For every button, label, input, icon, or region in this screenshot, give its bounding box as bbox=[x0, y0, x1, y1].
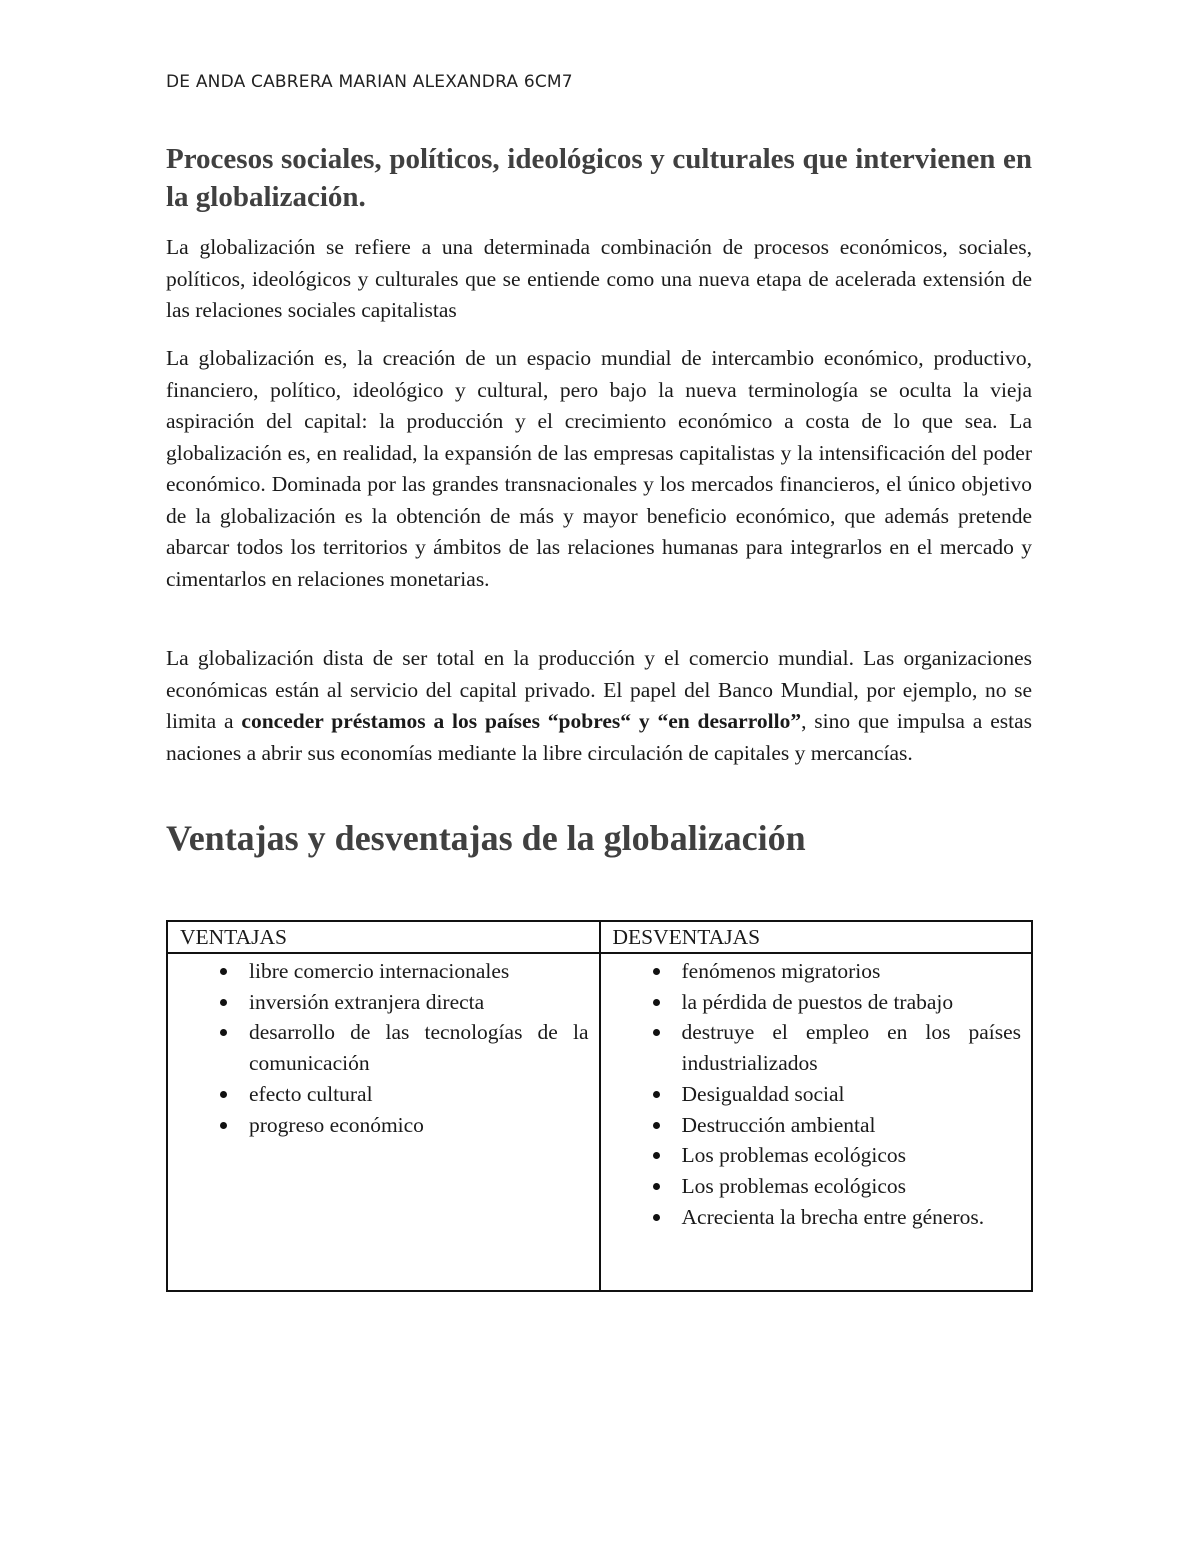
paragraph-text-start: La globalización dista de ser total en la producción y el comercio mundial. Las organizaciones económicas están al servicio del capital privado. El papel del Banco Mundial, por ejemplo, no se limita a bbox=[166, 646, 1032, 733]
desventajas-list bbox=[611, 956, 1022, 1232]
header-desventajas: DESVENTAJAS bbox=[600, 921, 1033, 953]
ventajas-list bbox=[178, 956, 589, 1140]
paragraph-text-end: , sino que impulsa a estas naciones a abrir sus economías mediante la libre circulación de capitales y mercancías. bbox=[166, 709, 1032, 765]
list-item: destruye el empleo en los países industrializados bbox=[645, 1017, 1022, 1078]
list-item: efecto cultural bbox=[212, 1079, 589, 1110]
section-title: Ventajas y desventajas de la globalización bbox=[166, 818, 806, 858]
list-item: Los problemas ecológicos bbox=[645, 1140, 1022, 1171]
list-item: Acrecienta la brecha entre géneros. bbox=[645, 1202, 1022, 1233]
paragraph-bold-phrase: conceder préstamos a los países “pobres“ y “en desarrollo” bbox=[241, 709, 802, 733]
page-title: Procesos sociales, políticos, ideológicos y culturales que intervienen en la globalización. bbox=[166, 143, 1032, 213]
list-item: fenómenos migratorios bbox=[645, 956, 1022, 987]
paragraph-banco-mundial bbox=[166, 643, 1032, 769]
list-item: progreso económico bbox=[212, 1110, 589, 1141]
ventajas-cell bbox=[167, 953, 600, 1291]
list-item: libre comercio internacionales bbox=[212, 956, 589, 987]
author-header: DE ANDA CABRERA MARIAN ALEXANDRA 6CM7 bbox=[166, 72, 573, 92]
list-item: Desigualdad social bbox=[645, 1079, 1022, 1110]
table-body-row bbox=[167, 953, 1032, 1291]
paragraph-espacio-mundial: La globalización es, la creación de un espacio mundial de intercambio económico, productivo, financiero, político, ideológico y cultural, pero bajo la nueva terminología se oculta la vieja aspiración del capital: la producción y el crecimiento económico a costa de lo que sea. La globalización es, en realidad, la expansión de las empresas capitalistas y la intensificación del poder económico. Dominada por las grandes transnacionales y los mercados financieros, el único objetivo de la globalización es la obtención de más y mayor beneficio económico, que además pretende abarcar todos los territorios y ámbitos de las relaciones humanas para integrarlos en el mercado y cimentarlos en relaciones monetarias. bbox=[166, 346, 1032, 591]
comparison-table bbox=[166, 920, 1033, 1292]
desventajas-cell bbox=[600, 953, 1033, 1291]
header-ventajas: VENTAJAS bbox=[167, 921, 600, 953]
list-item: Los problemas ecológicos bbox=[645, 1171, 1022, 1202]
paragraph-definition: La globalización se refiere a una determinada combinación de procesos económicos, sociales, políticos, ideológicos y culturales que se entiende como una nueva etapa de acelerada extensión de las relaciones sociales capitalistas bbox=[166, 235, 1032, 322]
list-item: desarrollo de las tecnologías de la comunicación bbox=[212, 1017, 589, 1078]
list-item: la pérdida de puestos de trabajo bbox=[645, 987, 1022, 1018]
list-item: Destrucción ambiental bbox=[645, 1110, 1022, 1141]
table-header-row bbox=[167, 921, 1032, 953]
list-item: inversión extranjera directa bbox=[212, 987, 589, 1018]
